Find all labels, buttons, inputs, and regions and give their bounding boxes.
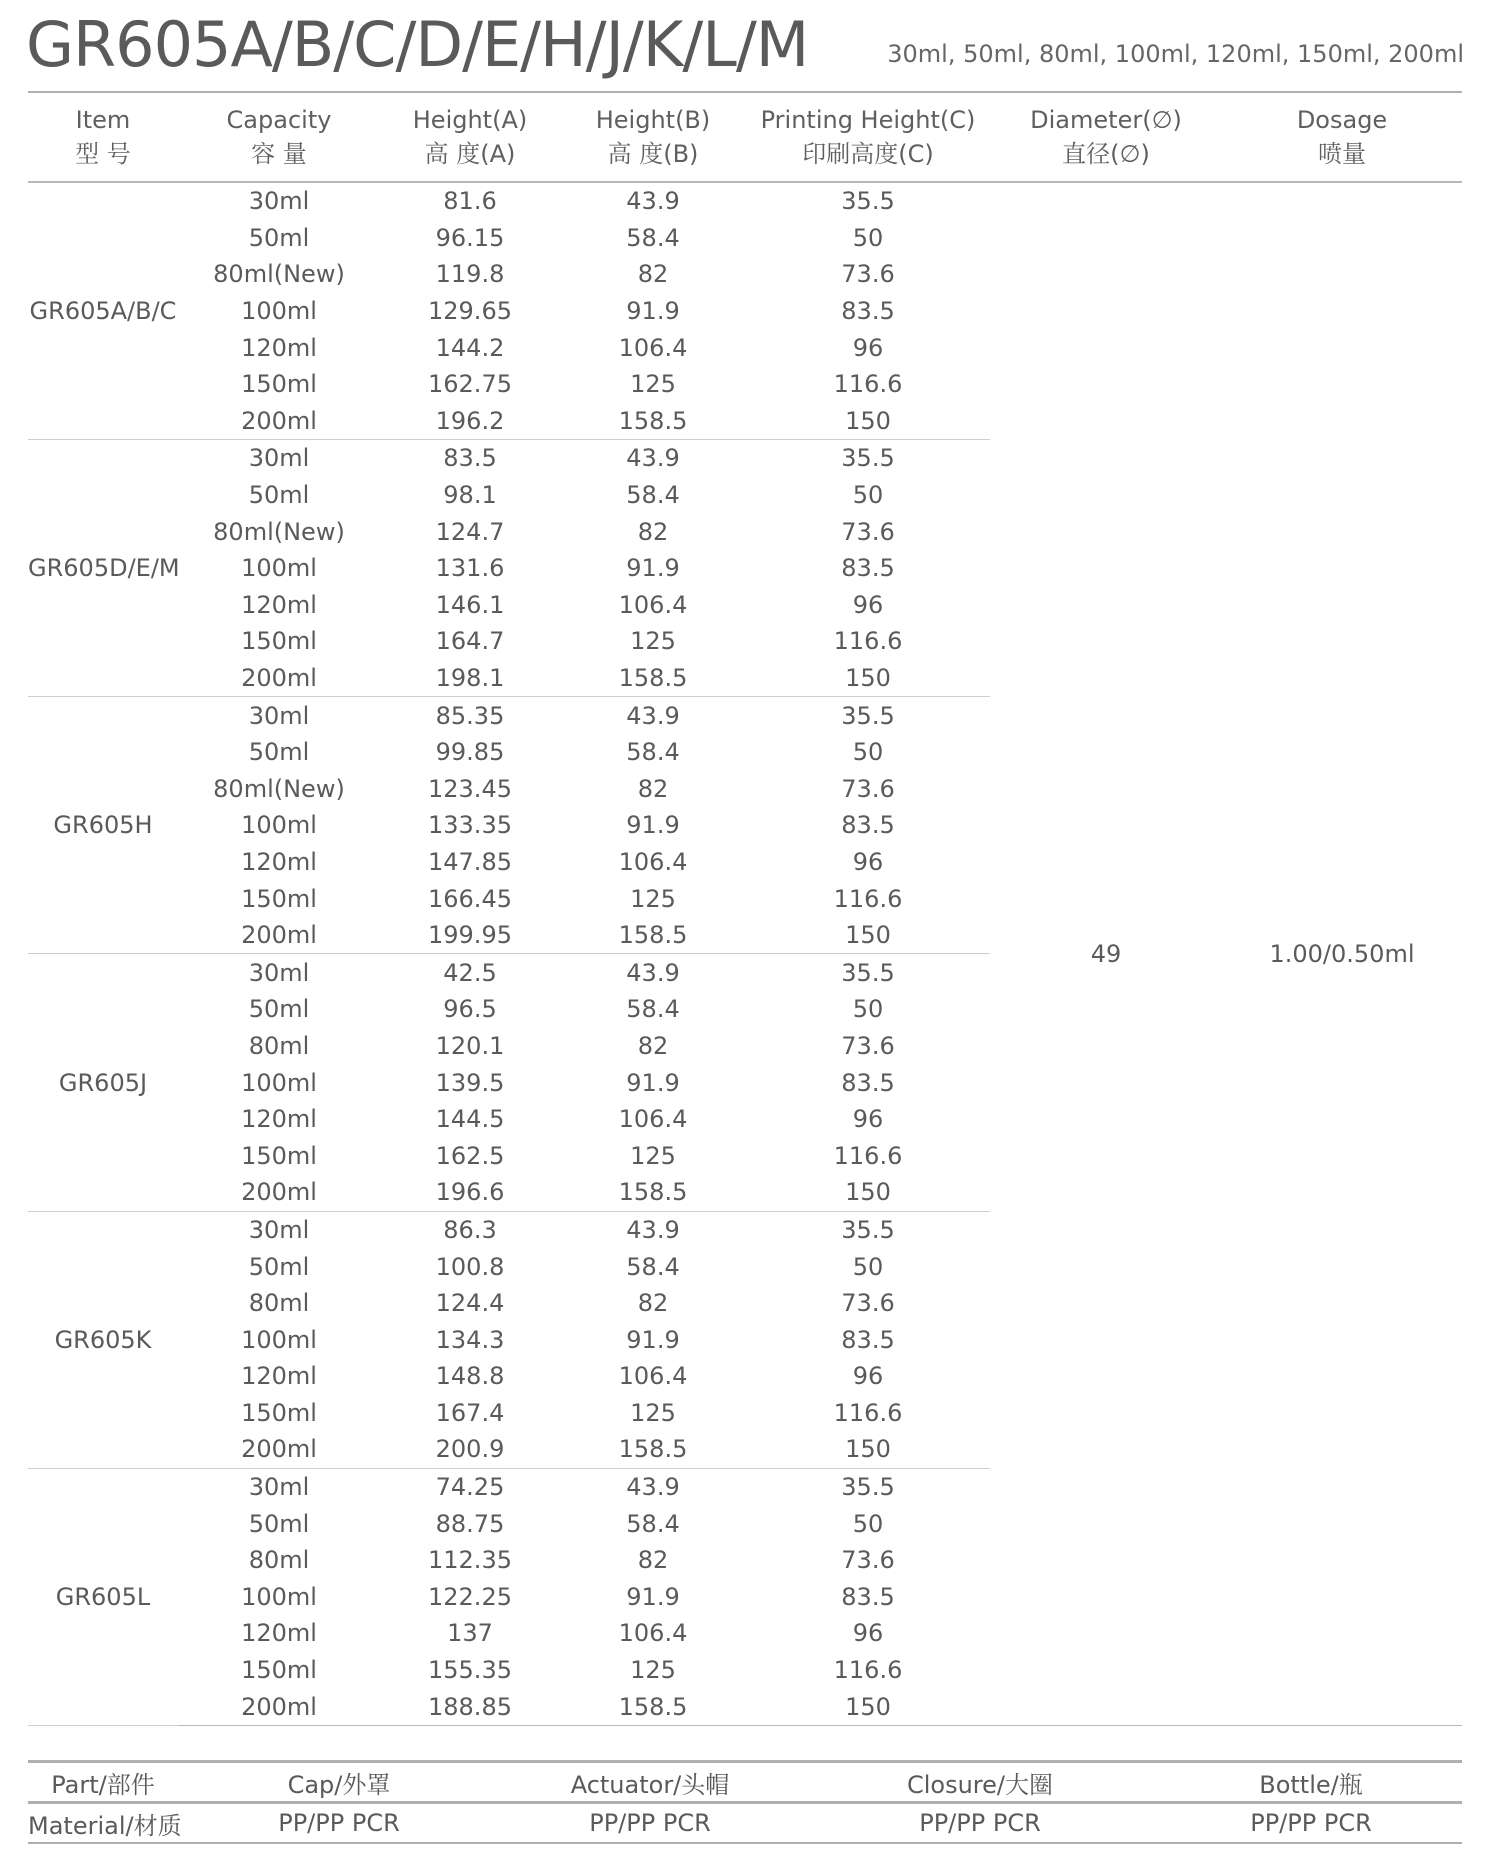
material-actuator: PP/PP PCR (500, 1803, 800, 1844)
header-diameter: Diameter(∅) 直径(∅) (990, 93, 1222, 182)
capacity-cell: 100ml (241, 554, 317, 583)
height-a-cell: 122.25 (428, 1582, 512, 1611)
height-a-cell: 120.1 (435, 1031, 505, 1060)
height-b-cell: 91.9 (626, 1325, 680, 1354)
capacity-cell: 150ml (241, 370, 317, 399)
header-height-a: Height(A) 高 度(A) (380, 93, 560, 182)
printing-height-cell: 150 (746, 1174, 990, 1211)
printing-height-cell: 96 (852, 333, 884, 362)
item-cell: GR605L (28, 1468, 178, 1725)
height-b-cell: 106.4 (618, 847, 688, 876)
capacity-cell: 200ml (178, 1174, 380, 1211)
height-b-cell: 158.5 (560, 917, 746, 954)
height-a-cell: 148.8 (435, 1362, 505, 1391)
printing-height-cell: 73.6 (841, 1546, 895, 1575)
table-row (28, 182, 1462, 220)
height-b-cell: 158.5 (560, 1431, 746, 1468)
printing-height-cell: 73.6 (841, 260, 895, 289)
height-b-cell: 43.9 (626, 701, 680, 730)
height-b-cell: 125 (630, 1141, 676, 1170)
capacity-cell: 120ml (241, 1619, 317, 1648)
printing-height-cell: 50 (852, 1252, 884, 1281)
height-a-cell: 123.45 (428, 774, 512, 803)
item-cell: GR605A/B/C (28, 182, 178, 440)
material-cap: PP/PP PCR (178, 1803, 500, 1844)
height-b-cell: 58.4 (626, 481, 680, 510)
height-a-cell: 99.85 (435, 738, 505, 767)
height-b-cell: 82 (637, 1289, 669, 1318)
height-b-cell: 58.4 (626, 1509, 680, 1538)
height-b-cell: 82 (637, 1546, 669, 1575)
height-b-cell: 82 (637, 517, 669, 546)
height-a-cell: 139.5 (435, 1068, 505, 1097)
height-a-cell: 96.5 (443, 995, 497, 1024)
height-a-cell: 124.4 (435, 1289, 505, 1318)
part-cap: Cap/外罩 (178, 1762, 500, 1803)
height-b-cell: 43.9 (626, 1473, 680, 1502)
printing-height-cell: 83.5 (841, 811, 895, 840)
capacity-cell: 100ml (241, 1582, 317, 1611)
material-closure: PP/PP PCR (800, 1803, 1160, 1844)
printing-height-cell: 35.5 (841, 187, 895, 216)
printing-height-cell: 50 (852, 995, 884, 1024)
printing-height-cell: 73.6 (841, 774, 895, 803)
height-a-cell: 188.85 (380, 1688, 560, 1725)
height-b-cell: 125 (630, 627, 676, 656)
material-row (28, 1803, 1462, 1844)
parts-table (28, 1760, 1462, 1844)
capacity-cell: 80ml (248, 1546, 310, 1575)
material-bottle: PP/PP PCR (1160, 1803, 1462, 1844)
capacity-cell: 120ml (241, 1362, 317, 1391)
capacity-cell: 50ml (248, 995, 310, 1024)
capacity-cell: 100ml (241, 297, 317, 326)
capacity-cell: 150ml (241, 1398, 317, 1427)
capacity-cell: 30ml (248, 958, 310, 987)
capacity-cell: 50ml (248, 481, 310, 510)
item-cell: GR605H (28, 697, 178, 954)
part-actuator: Actuator/头帽 (500, 1762, 800, 1803)
capacity-cell: 100ml (241, 811, 317, 840)
height-b-cell: 125 (630, 884, 676, 913)
height-a-cell: 198.1 (380, 660, 560, 697)
height-b-cell: 82 (637, 260, 669, 289)
height-b-cell: 58.4 (626, 1252, 680, 1281)
capacity-cell: 120ml (241, 847, 317, 876)
height-a-cell: 124.7 (435, 517, 505, 546)
spec-table (28, 93, 1462, 1726)
printing-height-cell: 83.5 (841, 1582, 895, 1611)
capacity-cell: 200ml (178, 1431, 380, 1468)
height-b-cell: 158.5 (560, 403, 746, 440)
capacity-cell: 30ml (248, 1473, 310, 1502)
capacity-cell: 150ml (241, 1141, 317, 1170)
capacity-cell: 80ml(New) (213, 260, 345, 289)
height-a-cell: 162.5 (435, 1141, 505, 1170)
printing-height-cell: 150 (746, 1431, 990, 1468)
printing-height-cell: 96 (852, 1105, 884, 1134)
height-a-cell: 100.8 (435, 1252, 505, 1281)
printing-height-cell: 96 (852, 847, 884, 876)
dosage-cell: 1.00/0.50ml (1222, 182, 1462, 1725)
capacity-cell: 50ml (248, 738, 310, 767)
height-a-cell: 166.45 (428, 884, 512, 913)
capacity-cell: 100ml (241, 1068, 317, 1097)
capacity-cell: 100ml (241, 1325, 317, 1354)
header-height-b: Height(B) 高 度(B) (560, 93, 746, 182)
printing-height-cell: 50 (852, 738, 884, 767)
height-a-cell: 96.15 (435, 223, 505, 252)
capacity-cell: 200ml (178, 917, 380, 954)
printing-height-cell: 83.5 (841, 1068, 895, 1097)
parts-row (28, 1762, 1462, 1803)
item-cell: GR605K (28, 1211, 178, 1468)
height-b-cell: 125 (630, 1398, 676, 1427)
height-a-cell: 144.5 (435, 1105, 505, 1134)
printing-height-cell: 116.6 (833, 1141, 903, 1170)
capacity-cell: 200ml (178, 660, 380, 697)
capacity-cell: 200ml (178, 1688, 380, 1725)
height-a-cell: 81.6 (443, 187, 497, 216)
capacity-cell: 50ml (248, 1252, 310, 1281)
height-b-cell: 82 (637, 1031, 669, 1060)
capacities-subtitle: 30ml, 50ml, 80ml, 100ml, 120ml, 150ml, 200ml (887, 40, 1464, 68)
height-b-cell: 58.4 (626, 738, 680, 767)
height-a-cell: 86.3 (443, 1215, 497, 1244)
printing-height-cell: 35.5 (841, 1215, 895, 1244)
capacity-cell: 120ml (241, 1105, 317, 1134)
height-b-cell: 158.5 (560, 1174, 746, 1211)
height-a-cell: 196.2 (380, 403, 560, 440)
header-capacity: Capacity 容 量 (178, 93, 380, 182)
printing-height-cell: 96 (852, 1619, 884, 1648)
height-b-cell: 106.4 (618, 590, 688, 619)
printing-height-cell: 83.5 (841, 1325, 895, 1354)
height-a-cell: 147.85 (428, 847, 512, 876)
height-a-cell: 74.25 (435, 1473, 505, 1502)
capacity-cell: 150ml (241, 1656, 317, 1685)
height-a-cell: 133.35 (428, 811, 512, 840)
capacity-cell: 120ml (241, 333, 317, 362)
printing-height-cell: 83.5 (841, 297, 895, 326)
height-b-cell: 158.5 (560, 1688, 746, 1725)
printing-height-cell: 73.6 (841, 1289, 895, 1318)
printing-height-cell: 35.5 (841, 701, 895, 730)
height-a-cell: 200.9 (380, 1431, 560, 1468)
printing-height-cell: 116.6 (833, 370, 903, 399)
printing-height-cell: 50 (852, 481, 884, 510)
height-b-cell: 91.9 (626, 1582, 680, 1611)
height-a-cell: 112.35 (428, 1546, 512, 1575)
item-cell: GR605J (28, 954, 178, 1211)
height-b-cell: 58.4 (626, 995, 680, 1024)
height-a-cell: 98.1 (443, 481, 497, 510)
height-b-cell: 106.4 (618, 1619, 688, 1648)
header-dosage: Dosage 喷量 (1222, 93, 1462, 182)
printing-height-cell: 96 (852, 590, 884, 619)
capacity-cell: 30ml (248, 701, 310, 730)
height-b-cell: 91.9 (626, 554, 680, 583)
height-a-cell: 88.75 (435, 1509, 505, 1538)
height-a-cell: 144.2 (435, 333, 505, 362)
height-b-cell: 106.4 (618, 1105, 688, 1134)
capacity-cell: 30ml (248, 1215, 310, 1244)
height-b-cell: 43.9 (626, 958, 680, 987)
height-a-cell: 164.7 (435, 627, 505, 656)
height-a-cell: 199.95 (380, 917, 560, 954)
height-b-cell: 125 (630, 1656, 676, 1685)
printing-height-cell: 116.6 (833, 627, 903, 656)
capacity-cell: 80ml (248, 1031, 310, 1060)
printing-height-cell: 35.5 (841, 1473, 895, 1502)
height-a-cell: 42.5 (443, 958, 497, 987)
part-label: Part/部件 (28, 1762, 178, 1803)
printing-height-cell: 116.6 (833, 884, 903, 913)
printing-height-cell: 50 (852, 223, 884, 252)
header-row (28, 93, 1462, 182)
header-item: Item 型 号 (28, 93, 178, 182)
printing-height-cell: 73.6 (841, 517, 895, 546)
capacity-cell: 200ml (178, 403, 380, 440)
printing-height-cell: 73.6 (841, 1031, 895, 1060)
part-closure: Closure/大圈 (800, 1762, 1160, 1803)
height-a-cell: 85.35 (435, 701, 505, 730)
height-b-cell: 106.4 (618, 1362, 688, 1391)
height-b-cell: 91.9 (626, 297, 680, 326)
printing-height-cell: 116.6 (833, 1398, 903, 1427)
printing-height-cell: 96 (852, 1362, 884, 1391)
height-a-cell: 134.3 (435, 1325, 505, 1354)
height-a-cell: 129.65 (428, 297, 512, 326)
printing-height-cell: 116.6 (833, 1656, 903, 1685)
height-a-cell: 155.35 (428, 1656, 512, 1685)
height-b-cell: 43.9 (626, 444, 680, 473)
height-b-cell: 58.4 (626, 223, 680, 252)
capacity-cell: 150ml (241, 884, 317, 913)
height-a-cell: 119.8 (435, 260, 505, 289)
height-a-cell: 146.1 (435, 590, 505, 619)
printing-height-cell: 150 (746, 1688, 990, 1725)
height-b-cell: 125 (630, 370, 676, 399)
capacity-cell: 30ml (248, 187, 310, 216)
height-b-cell: 106.4 (618, 333, 688, 362)
height-a-cell: 162.75 (428, 370, 512, 399)
height-b-cell: 91.9 (626, 811, 680, 840)
height-b-cell: 82 (637, 774, 669, 803)
capacity-cell: 150ml (241, 627, 317, 656)
item-cell: GR605D/E/M (28, 440, 178, 697)
height-a-cell: 137 (447, 1619, 493, 1648)
header-printing-height: Printing Height(C) 印刷高度(C) (746, 93, 990, 182)
material-label: Material/材质 (28, 1803, 178, 1844)
capacity-cell: 30ml (248, 444, 310, 473)
printing-height-cell: 150 (746, 917, 990, 954)
height-a-cell: 83.5 (443, 444, 497, 473)
printing-height-cell: 83.5 (841, 554, 895, 583)
printing-height-cell: 150 (746, 403, 990, 440)
printing-height-cell: 35.5 (841, 444, 895, 473)
capacity-cell: 50ml (248, 1509, 310, 1538)
capacity-cell: 80ml(New) (213, 517, 345, 546)
printing-height-cell: 50 (852, 1509, 884, 1538)
height-b-cell: 91.9 (626, 1068, 680, 1097)
height-b-cell: 43.9 (626, 187, 680, 216)
printing-height-cell: 150 (746, 660, 990, 697)
capacity-cell: 50ml (248, 223, 310, 252)
printing-height-cell: 35.5 (841, 958, 895, 987)
height-b-cell: 43.9 (626, 1215, 680, 1244)
capacity-cell: 80ml (248, 1289, 310, 1318)
height-a-cell: 131.6 (435, 554, 505, 583)
diameter-cell: 49 (990, 182, 1222, 1725)
height-a-cell: 196.6 (380, 1174, 560, 1211)
part-bottle: Bottle/瓶 (1160, 1762, 1462, 1803)
capacity-cell: 120ml (241, 590, 317, 619)
page-title: GR605A/B/C/D/E/H/J/K/L/M (26, 8, 809, 81)
height-b-cell: 158.5 (560, 660, 746, 697)
height-a-cell: 167.4 (435, 1398, 505, 1427)
capacity-cell: 80ml(New) (213, 774, 345, 803)
